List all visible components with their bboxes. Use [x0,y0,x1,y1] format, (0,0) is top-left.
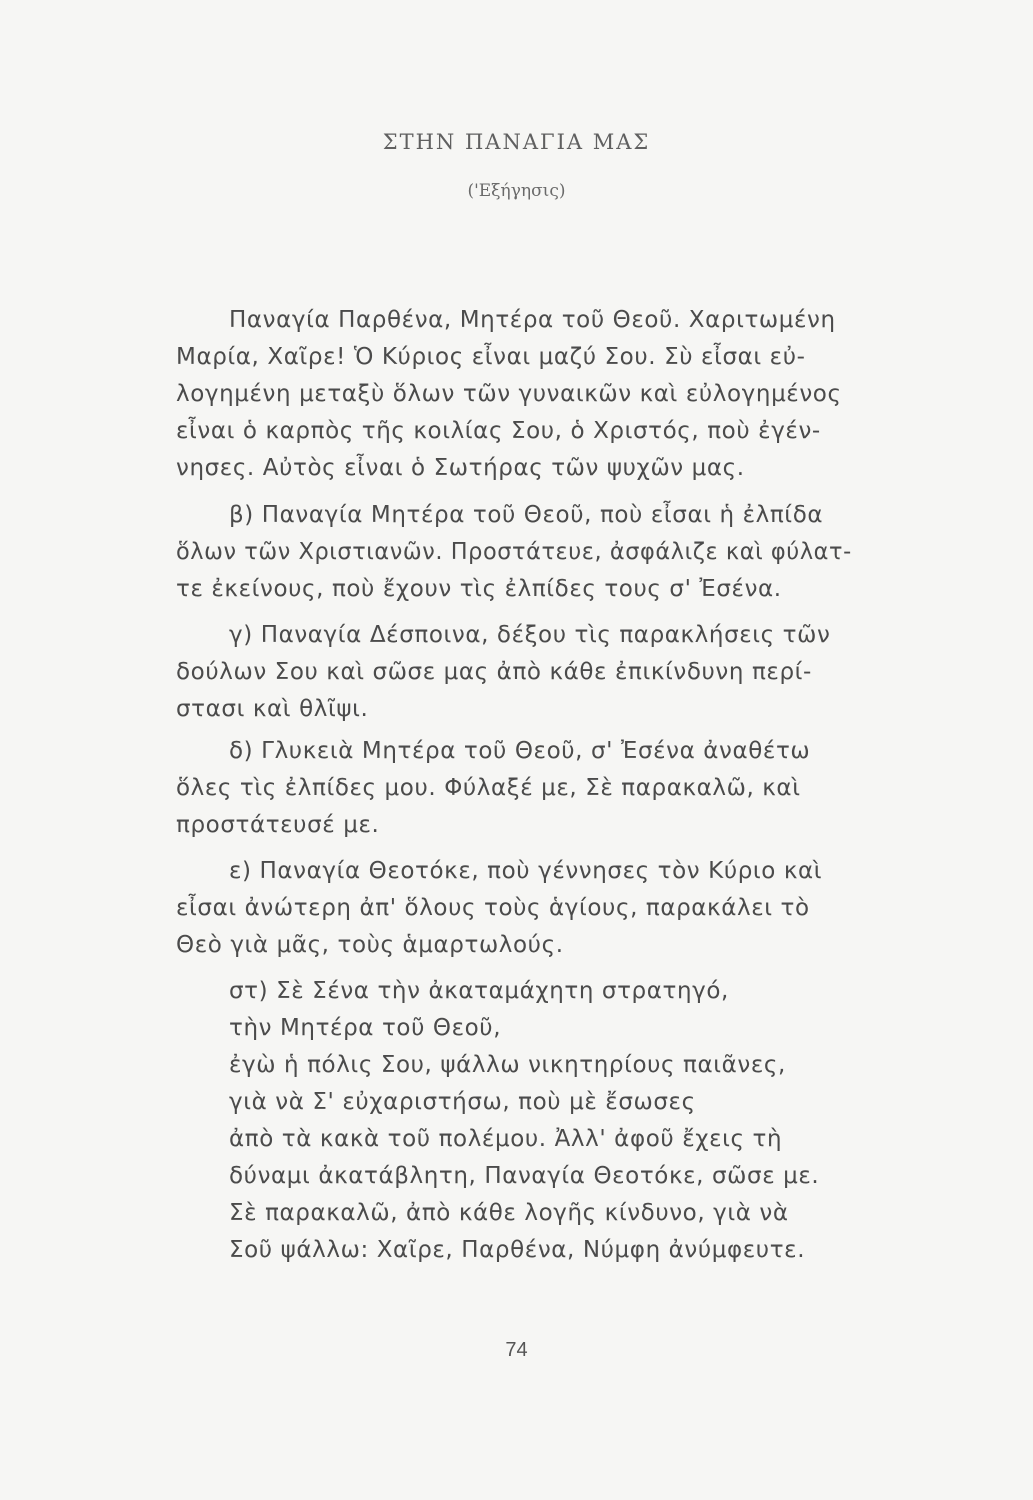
text-line: Σοῦ ψάλλω: Χαῖρε, Παρθένα, Νύμφη ἀνύμφευτε. [229,1237,806,1263]
text-line: εἶσαι ἀνώτερη ἀπ' ὅλους τοὺς ἁγίους, παρακάλει τὸ [176,895,810,921]
text-line: Παναγία Παρθένα, Μητέρα τοῦ Θεοῦ. Χαριτωμένη [229,307,836,333]
text-line: ε) Παναγία Θεοτόκε, ποὺ γέννησες τὸν Κύριο καὶ [229,858,823,884]
text-line: Σὲ παρακαλῶ, ἀπὸ κάθε λογῆς κίνδυνο, γιὰ νὰ [229,1200,789,1226]
text-line: ἐγὼ ἡ πόλις Σου, ψάλλω νικητηρίους παιᾶνες, [229,1052,786,1078]
text-line: ὅλες τὶς ἐλπίδες μου. Φύλαξέ με, Σὲ παρακαλῶ, καὶ [176,775,801,801]
page-title: ΣΤΗΝ ΠΑΝΑΓΙΑ ΜΑΣ [382,130,651,154]
text-line: δύναμι ἀκατάβλητη, Παναγία Θεοτόκε, σῶσε με. [229,1163,820,1189]
text-line: νησες. Αὐτὸς εἶναι ὁ Σωτήρας τῶν ψυχῶν μας. [176,455,745,481]
text-line: Θεὸ γιὰ μᾶς, τοὺς ἁμαρτωλούς. [176,932,564,958]
text-line: τε ἐκείνους, ποὺ ἔχουν τὶς ἐλπίδες τους σ' Ἐσένα. [176,576,782,602]
text-line: ὅλων τῶν Χριστιανῶν. Προστάτευε, ἀσφάλιζε καὶ φύλατ- [176,539,852,565]
text-line: τὴν Μητέρα τοῦ Θεοῦ, [229,1015,502,1041]
text-line: Μαρία, Χαῖρε! Ὁ Κύριος εἶναι μαζύ Σου. Σὺ εἶσαι εὐ- [176,344,806,370]
text-line: ἀπὸ τὰ κακὰ τοῦ πολέμου. Ἀλλ' ἀφοῦ ἔχεις τὴ [229,1126,783,1152]
text-line: λογημένη μεταξὺ ὅλων τῶν γυναικῶν καὶ εὐλογημένος [176,381,842,407]
text-line: δ) Γλυκειὰ Μητέρα τοῦ Θεοῦ, σ' Ἐσένα ἀναθέτω [229,738,811,764]
text-line: προστάτευσέ με. [176,812,380,838]
text-line: δούλων Σου καὶ σῶσε μας ἀπὸ κάθε ἐπικίνδυνη περί- [176,659,812,685]
text-line: εἶναι ὁ καρπὸς τῆς κοιλίας Σου, ὁ Χριστός, ποὺ ἐγέν- [176,418,821,444]
page-number: 74 [505,1339,528,1361]
text-line: στασι καὶ θλῖψι. [176,696,369,722]
text-line: στ) Σὲ Σένα τὴν ἀκαταμάχητη στρατηγό, [229,978,729,1004]
text-line: γιὰ νὰ Σ' εὐχαριστήσω, ποὺ μὲ ἔσωσες [229,1089,696,1115]
page-subtitle: ('Εξήγησις) [467,181,566,201]
text-line: γ) Παναγία Δέσποινα, δέξου τὶς παρακλήσεις τῶν [229,622,831,648]
text-line: β) Παναγία Μητέρα τοῦ Θεοῦ, ποὺ εἶσαι ἡ ἐλπίδα [229,502,824,528]
